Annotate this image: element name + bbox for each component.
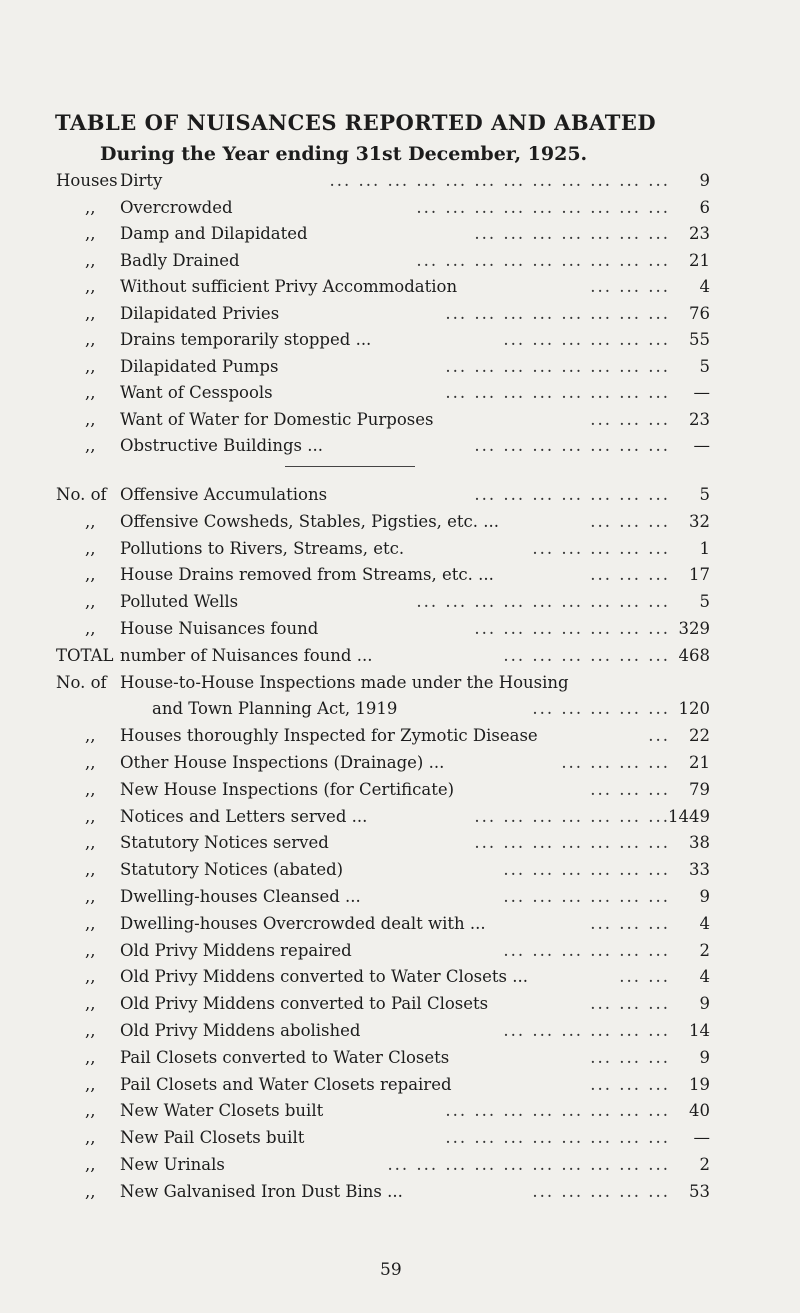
page-subtitle: During the Year ending 31st December, 1925. (100, 143, 588, 165)
table-row (0, 197, 800, 223)
table-row (0, 1047, 800, 1073)
table-row (0, 1100, 800, 1126)
row-label: Want of Cesspools (120, 383, 273, 402)
row-prefix: ,, (85, 619, 96, 638)
row-label: Dwelling-houses Overcrowded dealt with ... (120, 913, 486, 933)
row-prefix: ,, (85, 994, 96, 1014)
table-row (0, 484, 800, 510)
row-label: New Urinals (120, 1155, 225, 1174)
leader-dots: ... ... ... ... ... ... ... ... ... ... (387, 1155, 670, 1174)
table-row (0, 1181, 800, 1207)
row-label: Pail Closets converted to Water Closets (120, 1047, 450, 1067)
row-prefix: ,, (85, 511, 96, 531)
leader-dots: ... ... ... ... ... ... (503, 330, 670, 349)
row-value: 1449 (668, 806, 710, 826)
row-label: New Water Closets built (120, 1101, 324, 1121)
row-label: Polluted Wells (120, 592, 239, 612)
row-label: Offensive Cowsheds, Stables, Pigsties, etc. ... (120, 511, 500, 531)
table-row (0, 752, 800, 778)
row-value: 17 (689, 565, 710, 585)
row-label: New Pail Closets built (120, 1128, 305, 1148)
row-prefix: ,, (85, 1155, 96, 1174)
row-prefix: ,, (85, 726, 96, 746)
table-row (0, 435, 800, 461)
row-value: 6 (699, 197, 710, 217)
row-label: Drains temporarily stopped ... (120, 330, 372, 349)
row-value: 22 (689, 726, 710, 746)
table-row (0, 170, 800, 196)
row-prefix: ,, (85, 753, 96, 772)
row-value: 1 (699, 538, 710, 558)
leader-dots: ... ... ... ... ... (532, 538, 670, 558)
row-label: Old Privy Middens repaired (120, 940, 352, 960)
row-value: 21 (689, 753, 710, 772)
table-row (0, 832, 800, 858)
row-label: House Drains removed from Streams, etc. ... (120, 565, 494, 585)
row-value: 5 (699, 592, 710, 612)
leader-dots: ... ... ... ... ... ... ... (474, 485, 670, 504)
row-value: 329 (678, 619, 710, 638)
row-prefix: ,, (85, 538, 96, 558)
row-label: New Galvanised Iron Dust Bins ... (120, 1181, 403, 1201)
row-prefix: ,, (85, 1128, 96, 1148)
row-value: 9 (699, 887, 710, 906)
table-row (0, 779, 800, 805)
row-label: Notices and Letters served ... (120, 806, 368, 826)
table-row (0, 806, 800, 832)
row-prefix: ,, (85, 779, 96, 799)
row-label: and Town Planning Act, 1919 (152, 699, 398, 719)
leader-dots: ... ... ... (590, 565, 670, 585)
table-row (0, 1154, 800, 1180)
leader-dots: ... ... ... ... ... (532, 1181, 670, 1201)
row-value: 2 (699, 940, 710, 960)
row-prefix: ,, (85, 1101, 96, 1121)
leader-dots: ... ... ... (590, 511, 670, 531)
leader-dots: ... ... ... ... ... ... ... (474, 619, 670, 638)
row-label: Pail Closets and Water Closets repaired (120, 1074, 452, 1094)
leader-dots: ... ... ... (590, 1047, 670, 1067)
table-row (0, 1127, 800, 1153)
row-label: Dilapidated Pumps (120, 356, 279, 376)
table-row (0, 538, 800, 564)
row-label: Badly Drained (120, 250, 240, 270)
row-prefix: ,, (85, 833, 96, 853)
leader-dots: ... ... ... ... ... ... (503, 860, 670, 880)
page-title: TABLE OF NUISANCES REPORTED AND ABATED (55, 110, 657, 135)
row-value: 2 (699, 1155, 710, 1174)
row-label: New House Inspections (for Certificate) (120, 779, 455, 799)
row-prefix: ,, (85, 565, 96, 585)
row-value: 5 (699, 485, 710, 504)
row-value: 32 (689, 511, 710, 531)
row-prefix: TOTAL (56, 645, 114, 665)
row-prefix: ,, (85, 1074, 96, 1094)
row-value: 19 (689, 1074, 710, 1094)
row-prefix: ,, (85, 1181, 96, 1201)
row-value: 4 (699, 277, 710, 296)
table-row (0, 993, 800, 1019)
row-prefix: No. of (56, 672, 107, 692)
row-prefix: ,, (85, 409, 96, 429)
table-row (0, 564, 800, 590)
table-row (0, 913, 800, 939)
table-row (0, 409, 800, 435)
table-row (0, 645, 800, 671)
row-label: House-to-House Inspections made under the Housing (120, 672, 569, 692)
table-row (0, 940, 800, 966)
row-label: Want of Water for Domestic Purposes (120, 409, 434, 429)
row-value: 79 (689, 779, 710, 799)
table-row (0, 698, 800, 724)
row-value: 120 (678, 699, 710, 719)
row-label: Dilapidated Privies (120, 303, 280, 323)
row-value: 40 (689, 1101, 710, 1121)
leader-dots: ... ... ... ... ... ... ... ... ... ... ... ... (329, 171, 670, 190)
row-label: Other House Inspections (Drainage) ... (120, 753, 445, 772)
leader-dots: ... ... ... ... ... ... ... ... ... (416, 592, 670, 612)
row-value: 33 (689, 860, 710, 880)
table-row (0, 511, 800, 537)
table-row (0, 672, 800, 698)
leader-dots: ... ... ... ... ... ... (503, 1021, 670, 1040)
row-value: 76 (689, 303, 710, 323)
leader-dots: ... ... ... (590, 1074, 670, 1094)
row-value: 21 (689, 250, 710, 270)
row-label: Statutory Notices served (120, 833, 329, 853)
row-prefix: ,, (85, 806, 96, 826)
table-row (0, 1020, 800, 1046)
row-value: 468 (678, 645, 710, 665)
leader-dots: ... ... ... ... ... (532, 699, 670, 719)
row-value: 55 (689, 330, 710, 349)
row-value: — (693, 436, 710, 455)
row-value: 9 (699, 171, 710, 190)
row-label: Without sufficient Privy Accommodation (120, 277, 458, 296)
table-row (0, 250, 800, 276)
table-row (0, 725, 800, 751)
leader-dots: ... ... ... (590, 409, 670, 429)
row-prefix: ,, (85, 330, 96, 349)
row-value: 53 (689, 1181, 710, 1201)
leader-dots: ... ... ... ... ... ... ... (474, 224, 670, 243)
row-label: House Nuisances found (120, 619, 319, 638)
row-value: 23 (689, 224, 710, 243)
row-label: Old Privy Middens abolished (120, 1021, 361, 1040)
page-number: 59 (380, 1260, 402, 1280)
row-prefix: ,, (85, 1021, 96, 1040)
table-row (0, 356, 800, 382)
table-row (0, 382, 800, 408)
row-label: Dwelling-houses Cleansed ... (120, 887, 361, 906)
row-prefix: ,, (85, 224, 96, 243)
row-label: Dirty (120, 171, 163, 190)
leader-dots: ... ... ... ... ... ... ... ... ... (416, 250, 670, 270)
leader-dots: ... ... ... ... ... ... ... ... ... (416, 197, 670, 217)
row-value: 4 (699, 913, 710, 933)
row-value: 9 (699, 1047, 710, 1067)
leader-dots: ... ... ... ... ... ... ... ... (445, 356, 670, 376)
row-label: Houses thoroughly Inspected for Zymotic Disease (120, 726, 538, 746)
row-label: Pollutions to Rivers, Streams, etc. (120, 538, 405, 558)
leader-dots: ... ... ... ... ... ... ... (474, 806, 670, 826)
row-prefix: ,, (85, 1047, 96, 1067)
leader-dots: ... ... ... ... ... ... ... ... (445, 383, 670, 402)
table-row (0, 618, 800, 644)
row-prefix: ,, (85, 303, 96, 323)
row-prefix: ,, (85, 197, 96, 217)
leader-dots: ... ... ... (590, 277, 670, 296)
row-label: Old Privy Middens converted to Pail Closets (120, 994, 489, 1014)
row-prefix: Houses (56, 171, 118, 190)
table-row (0, 276, 800, 302)
table-row (0, 886, 800, 912)
leader-dots: ... ... ... (590, 913, 670, 933)
table-row (0, 591, 800, 617)
row-prefix: ,, (85, 383, 96, 402)
leader-dots: ... ... ... (590, 994, 670, 1014)
leader-dots: ... (648, 726, 670, 746)
row-label: Statutory Notices (abated) (120, 860, 344, 880)
leader-dots: ... ... ... ... (561, 753, 670, 772)
leader-dots: ... ... ... ... ... ... (503, 645, 670, 665)
row-label: Overcrowded (120, 197, 233, 217)
table-row (0, 966, 800, 992)
row-prefix: ,, (85, 592, 96, 612)
row-value: 9 (699, 994, 710, 1014)
row-value: — (693, 1128, 710, 1148)
row-prefix: ,, (85, 250, 96, 270)
table-row (0, 1074, 800, 1100)
row-label: Obstructive Buildings ... (120, 436, 323, 455)
row-value: 14 (689, 1021, 710, 1040)
section-divider (285, 466, 415, 467)
table-row (0, 223, 800, 249)
row-prefix: ,, (85, 356, 96, 376)
row-value: 5 (699, 356, 710, 376)
table-row (0, 329, 800, 355)
row-value: 4 (699, 967, 710, 987)
row-value: 23 (689, 409, 710, 429)
row-prefix: ,, (85, 913, 96, 933)
leader-dots: ... ... ... ... ... ... ... (474, 436, 670, 455)
leader-dots: ... ... ... ... ... ... ... ... (445, 303, 670, 323)
leader-dots: ... ... ... ... ... ... (503, 887, 670, 906)
table-row (0, 859, 800, 885)
row-prefix: ,, (85, 277, 96, 296)
row-label: Offensive Accumulations (120, 485, 328, 504)
row-prefix: ,, (85, 887, 96, 906)
leader-dots: ... ... ... ... ... ... (503, 940, 670, 960)
row-prefix: ,, (85, 436, 96, 455)
row-label: number of Nuisances found ... (120, 645, 373, 665)
row-label: Old Privy Middens converted to Water Closets ... (120, 967, 528, 987)
row-prefix: ,, (85, 860, 96, 880)
leader-dots: ... ... ... ... ... ... ... ... (445, 1128, 670, 1148)
leader-dots: ... ... ... ... ... ... ... ... (445, 1101, 670, 1121)
row-prefix: No. of (56, 485, 107, 504)
leader-dots: ... ... (619, 967, 670, 987)
leader-dots: ... ... ... ... ... ... ... (474, 833, 670, 853)
row-label: Damp and Dilapidated (120, 224, 308, 243)
row-prefix: ,, (85, 940, 96, 960)
row-value: — (693, 383, 710, 402)
row-prefix: ,, (85, 967, 96, 987)
row-value: 38 (689, 833, 710, 853)
leader-dots: ... ... ... (590, 779, 670, 799)
table-row (0, 303, 800, 329)
